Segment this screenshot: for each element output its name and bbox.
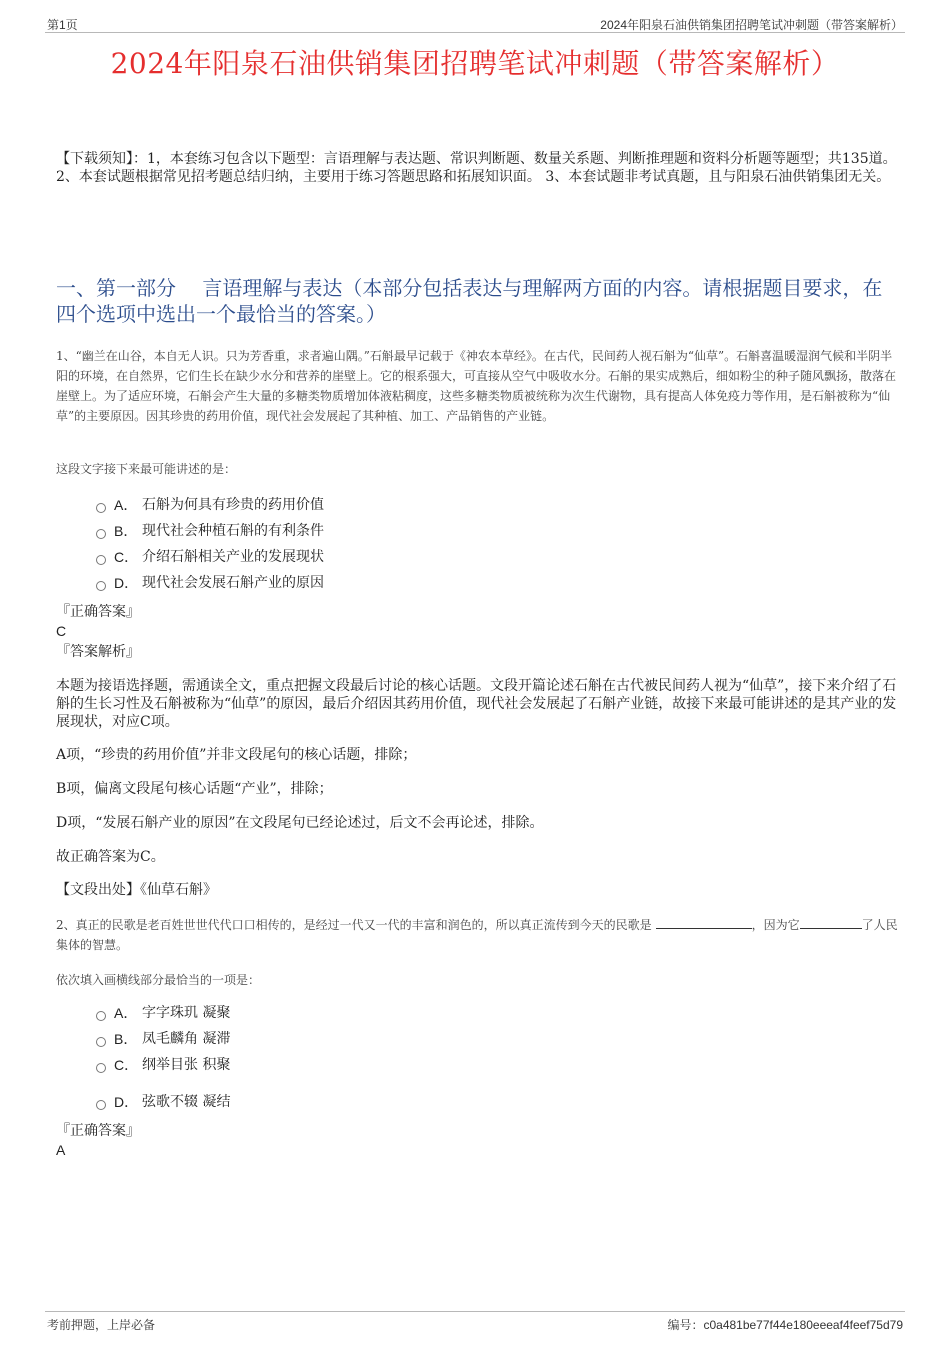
document-title: 2024年阳泉石油供销集团招聘笔试冲刺题（带答案解析） [110, 47, 840, 80]
option-text: 现代社会种植石斛的有利条件 [142, 523, 324, 539]
radio-icon[interactable] [96, 1100, 106, 1110]
radio-icon[interactable] [96, 529, 106, 539]
question-2-text-c: 了人民集体的智慧。 [56, 918, 898, 952]
page-number: 第1页 [47, 18, 78, 32]
option-letter: D． [114, 1094, 139, 1110]
option-text: 石斛为何具有珍贵的药用价值 [142, 497, 324, 513]
page-footer [45, 1311, 905, 1336]
option-letter: D． [114, 575, 139, 591]
analysis-text: 本题为接语选择题，需通读全文，重点把握文段最后讨论的核心话题。文段开篇论述石斛在古代被民间药人视为“仙草”，接下来介绍了石斛的生长习性及石斛被称为“仙草”的原因，最后介绍因其药用价值，现代社会发展起了石斛产业链，故接下来最可能讲述的是其产业的发展现状，对应C项。 [56, 678, 897, 730]
footer-slogan: 考前押题，上岸必备 [47, 1318, 156, 1332]
question-1-text: 1、“幽兰在山谷，本自无人识。只为芳香重，求者遍山隅。”石斛最早记载于《神农本草经》。在古代，民间药人视石斛为“仙草”。石斛喜温暖湿润气候和半阴半阳的环境，在自然界，它们生长在缺少水分和营养的崖壁上。它的根系强大，可直接从空气中吸收水分。石斛的果实成熟后，细如粉尘的种子随风飘扬，散落在崖壁上。为了适应环境，石斛会产生大量的多糖类物质增加体液粘稠度，这些多糖类物质被统称为次生代谢物，具有提高人体免疫力等作用，是石斛被称为“仙草”的主要原因。因其珍贵的药用价值，现代社会发展起了其种植、加工、产品销售的产业链。 [56, 349, 897, 423]
page-header [45, 14, 905, 33]
radio-icon[interactable] [96, 581, 106, 591]
question-2-prompt: 依次填入画横线部分最恰当的一项是： [56, 973, 261, 987]
option-a[interactable] [96, 1003, 230, 1023]
option-letter: C． [114, 1057, 139, 1073]
option-letter: B． [114, 523, 138, 539]
header-doc-title: 2024年阳泉石油供销集团招聘笔试冲刺题（带答案解析） [600, 18, 903, 32]
option-letter: B． [114, 1031, 138, 1047]
question-2-text-b: ，因为它 [751, 918, 800, 932]
fill-blank-1 [656, 916, 752, 929]
radio-icon[interactable] [96, 1037, 106, 1047]
analysis-label: 『答案解析』 [56, 644, 140, 660]
question-2-text [56, 915, 901, 955]
analysis-option-d: D项，“发展石斛产业的原因”在文段尾句已经论述过，后文不会再论述，排除。 [56, 815, 544, 831]
option-text: 字字珠玑 凝聚 [142, 1005, 231, 1021]
analysis-option-b: B项，偏离文段尾句核心话题“产业”，排除； [56, 781, 333, 797]
option-letter: A． [114, 497, 138, 513]
option-text: 凤毛麟角 凝滞 [142, 1031, 231, 1047]
option-text: 现代社会发展石斛产业的原因 [142, 575, 324, 591]
radio-icon[interactable] [96, 1011, 106, 1021]
download-notice: 【下载须知】：1，本套练习包含以下题型：言语理解与表达题、常识判断题、数量关系题、判断推理题和资料分析题等题型；共135道。 2、本套试题根据常见招考题总结归纳，主要用于练习答题思路和拓展知识面。 3、本套试题非考试真题，且与阳泉石油供销集团无关。 [56, 151, 897, 185]
option-c[interactable] [96, 1055, 230, 1075]
document-code [667, 1316, 903, 1333]
correct-answer: A [56, 1142, 66, 1158]
option-c[interactable] [96, 547, 324, 567]
code-label: 编号： [667, 1318, 704, 1332]
option-text: 介绍石斛相关产业的发展现状 [142, 549, 324, 565]
answer-label: 『正确答案』 [56, 604, 140, 620]
analysis-conclusion: 故正确答案为C。 [56, 849, 165, 865]
radio-icon[interactable] [96, 1063, 106, 1073]
option-letter: C． [114, 549, 139, 565]
option-text: 纲举目张 积聚 [142, 1057, 231, 1073]
option-letter: A． [114, 1005, 138, 1021]
option-b[interactable] [96, 1029, 230, 1049]
passage-source: 【文段出处】《仙草石斛》 [56, 882, 217, 898]
question-2-text-a: 2、真正的民歌是老百姓世世代代口口相传的，是经过一代又一代的丰富和润色的，所以真正流传到今天的民歌是 [56, 918, 652, 932]
option-a[interactable] [96, 495, 324, 515]
option-text: 弦歌不辍 凝结 [142, 1094, 231, 1110]
answer-label: 『正确答案』 [56, 1123, 140, 1139]
option-d[interactable] [96, 573, 324, 593]
radio-icon[interactable] [96, 555, 106, 565]
correct-answer: C [56, 623, 67, 639]
analysis-option-a: A项，“珍贵的药用价值”并非文段尾句的核心话题，排除； [56, 747, 417, 763]
code-value: c0a481be77f44e180eeeaf4feef75d79 [703, 1318, 903, 1332]
radio-icon[interactable] [96, 503, 106, 513]
option-b[interactable] [96, 521, 324, 541]
section-heading: 一、第一部分 言语理解与表达（本部分包括表达与理解两方面的内容。请根据题目要求，在四个选项中选出一个最恰当的答案。） [56, 276, 883, 326]
option-d[interactable] [96, 1092, 230, 1112]
question-1-prompt: 这段文字接下来最可能讲述的是： [56, 462, 237, 476]
fill-blank-2 [800, 916, 862, 929]
